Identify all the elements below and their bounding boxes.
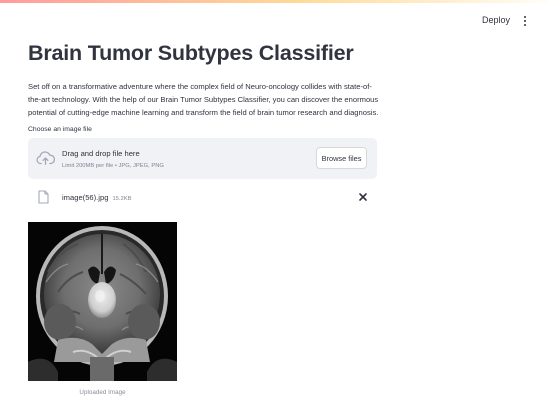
more-vertical-icon[interactable] — [522, 16, 528, 28]
close-icon[interactable] — [357, 191, 369, 203]
uploaded-file-row — [28, 190, 377, 206]
file-icon — [38, 190, 49, 204]
browse-files-button[interactable]: Browse files — [316, 147, 367, 169]
cloud-upload-icon — [36, 150, 55, 166]
app-header — [0, 3, 550, 41]
mri-scan-image — [28, 222, 177, 381]
uploaded-image — [28, 222, 177, 381]
dropzone-title: Drag and drop file here — [62, 149, 140, 158]
page-title: Brain Tumor Subtypes Classifier — [28, 41, 354, 65]
file-name-text: image(56).jpg — [62, 193, 109, 202]
file-dropzone[interactable] — [28, 138, 377, 179]
image-caption: Uploaded Image — [79, 389, 126, 396]
dropzone-limits: Limit 200MB per file • JPG, JPEG, PNG — [62, 163, 164, 169]
deploy-button[interactable]: Deploy — [481, 15, 510, 25]
uploaded-file-name — [62, 193, 131, 202]
intro-paragraph: Set off on a transformative adventure where the complex field of Neuro-oncology collides with state-of-the-art technology. With the help of our Brain Tumor Subtypes Classifier, you can discover the enormous potential of cutting-edge machine learning and transform the field of brain tumor research and diagnosis. — [28, 82, 379, 117]
file-size: 15.2KB — [112, 196, 132, 202]
uploader-label: Choose an image file — [28, 126, 92, 133]
main-content — [28, 38, 378, 206]
